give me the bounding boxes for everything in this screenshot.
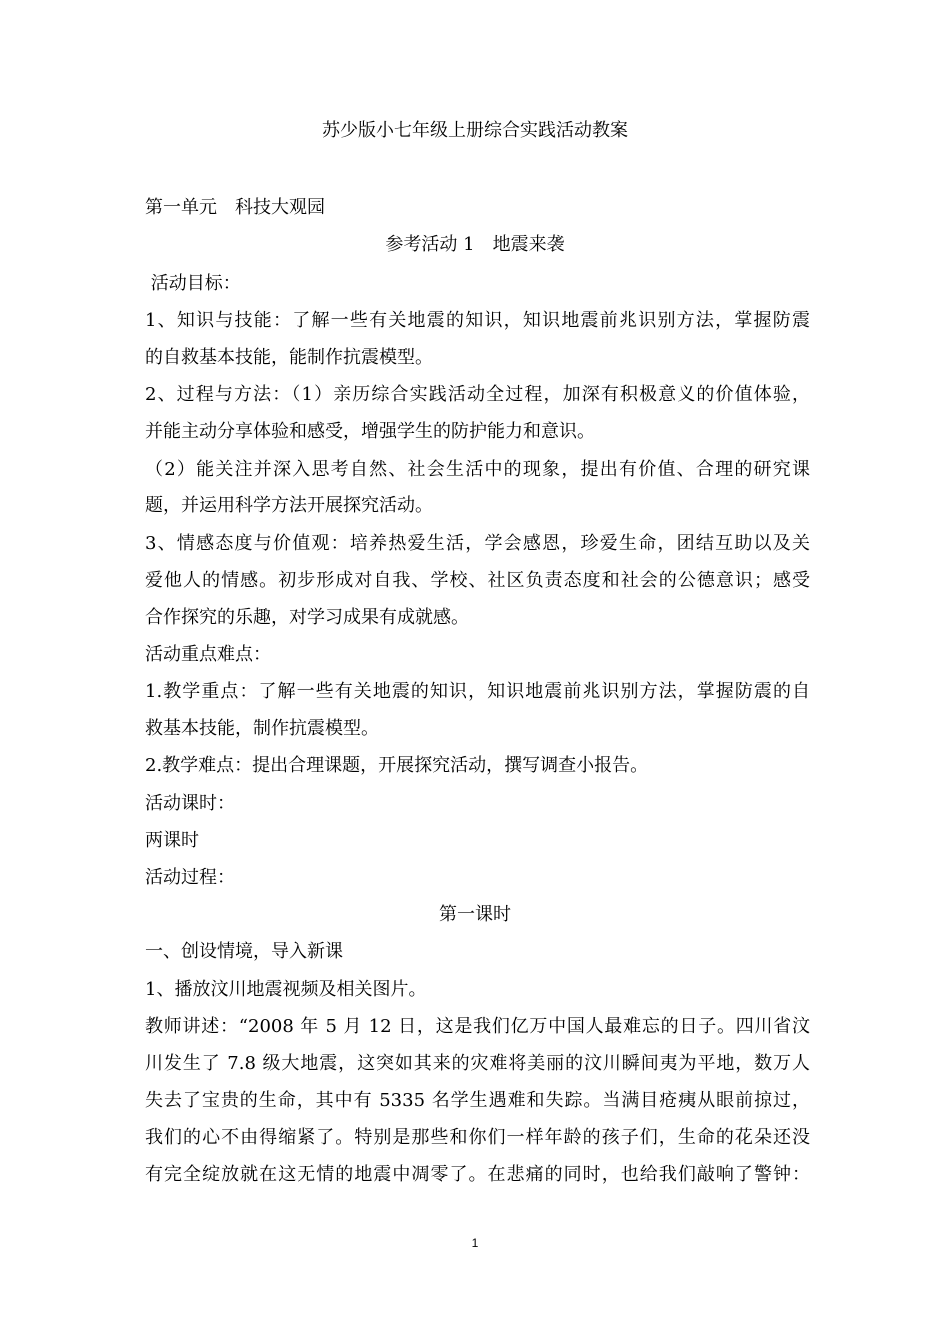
page-number: 1 [471, 1236, 479, 1250]
paragraph-line: 3、情感态度与价值观：培养热爱生活，学会感恩，珍爱生命，团结互助以及关 [145, 533, 810, 554]
paragraph-line: 失去了宝贵的生命，其中有 5335 名学生遇难和失踪。当满目疮痍从眼前掠过， [145, 1090, 810, 1111]
unit-heading: 第一单元 科技大观园 [145, 197, 325, 218]
paragraph-line: 1、知识与技能：了解一些有关地震的知识，知识地震前兆识别方法，掌握防震 [145, 310, 810, 331]
paragraph-line: 川发生了 7.8 级大地震，这突如其来的灾难将美丽的汶川瞬间夷为平地，数万人 [145, 1053, 810, 1074]
activity-title: 参考活动 1 地震来袭 [385, 234, 565, 255]
paragraph-line: 并能主动分享体验和感受，增强学生的防护能力和意识。 [145, 421, 595, 442]
section-heading: 一、创设情境，导入新课 [145, 941, 343, 962]
paragraph-line: 2、过程与方法：（1）亲历综合实践活动全过程，加深有积极意义的价值体验， [145, 384, 810, 405]
document-title: 苏少版小七年级上册综合实践活动教案 [322, 120, 628, 141]
paragraph-line: （2）能关注并深入思考自然、社会生活中的现象，提出有价值、合理的研究课 [145, 459, 810, 480]
section-heading: 活动过程： [145, 867, 235, 888]
paragraph-line: 有完全绽放就在这无情的地震中凋零了。在悲痛的同时，也给我们敲响了警钟： [145, 1164, 810, 1185]
paragraph-line: 合作探究的乐趣，对学习成果有成就感。 [145, 607, 469, 628]
paragraph-line: 2.教学难点：提出合理课题，开展探究活动，撰写调查小报告。 [145, 755, 649, 776]
paragraph-line: 活动目标： [145, 273, 241, 294]
paragraph-line: 1.教学重点：了解一些有关地震的知识，知识地震前兆识别方法，掌握防震的自 [145, 681, 810, 702]
paragraph-line: 两课时 [145, 830, 199, 851]
paragraph-line: 我们的心不由得缩紧了。特别是那些和你们一样年龄的孩子们，生命的花朵还没 [145, 1127, 810, 1148]
section-heading: 活动重点难点： [145, 644, 271, 665]
section-heading: 活动课时： [145, 793, 235, 814]
paragraph-line: 爱他人的情感。初步形成对自我、学校、社区负责态度和社会的公德意识；感受 [145, 570, 810, 591]
lesson-heading: 第一课时 [439, 904, 511, 925]
paragraph-line: 救基本技能，制作抗震模型。 [145, 718, 379, 739]
paragraph-line: 1、播放汶川地震视频及相关图片。 [145, 979, 427, 1000]
paragraph-line: 的自救基本技能，能制作抗震模型。 [145, 347, 433, 368]
paragraph-line: 题，并运用科学方法开展探究活动。 [145, 495, 433, 516]
paragraph-line: 教师讲述：“2008 年 5 月 12 日，这是我们亿万中国人最难忘的日子。四川省汶 [145, 1016, 810, 1037]
